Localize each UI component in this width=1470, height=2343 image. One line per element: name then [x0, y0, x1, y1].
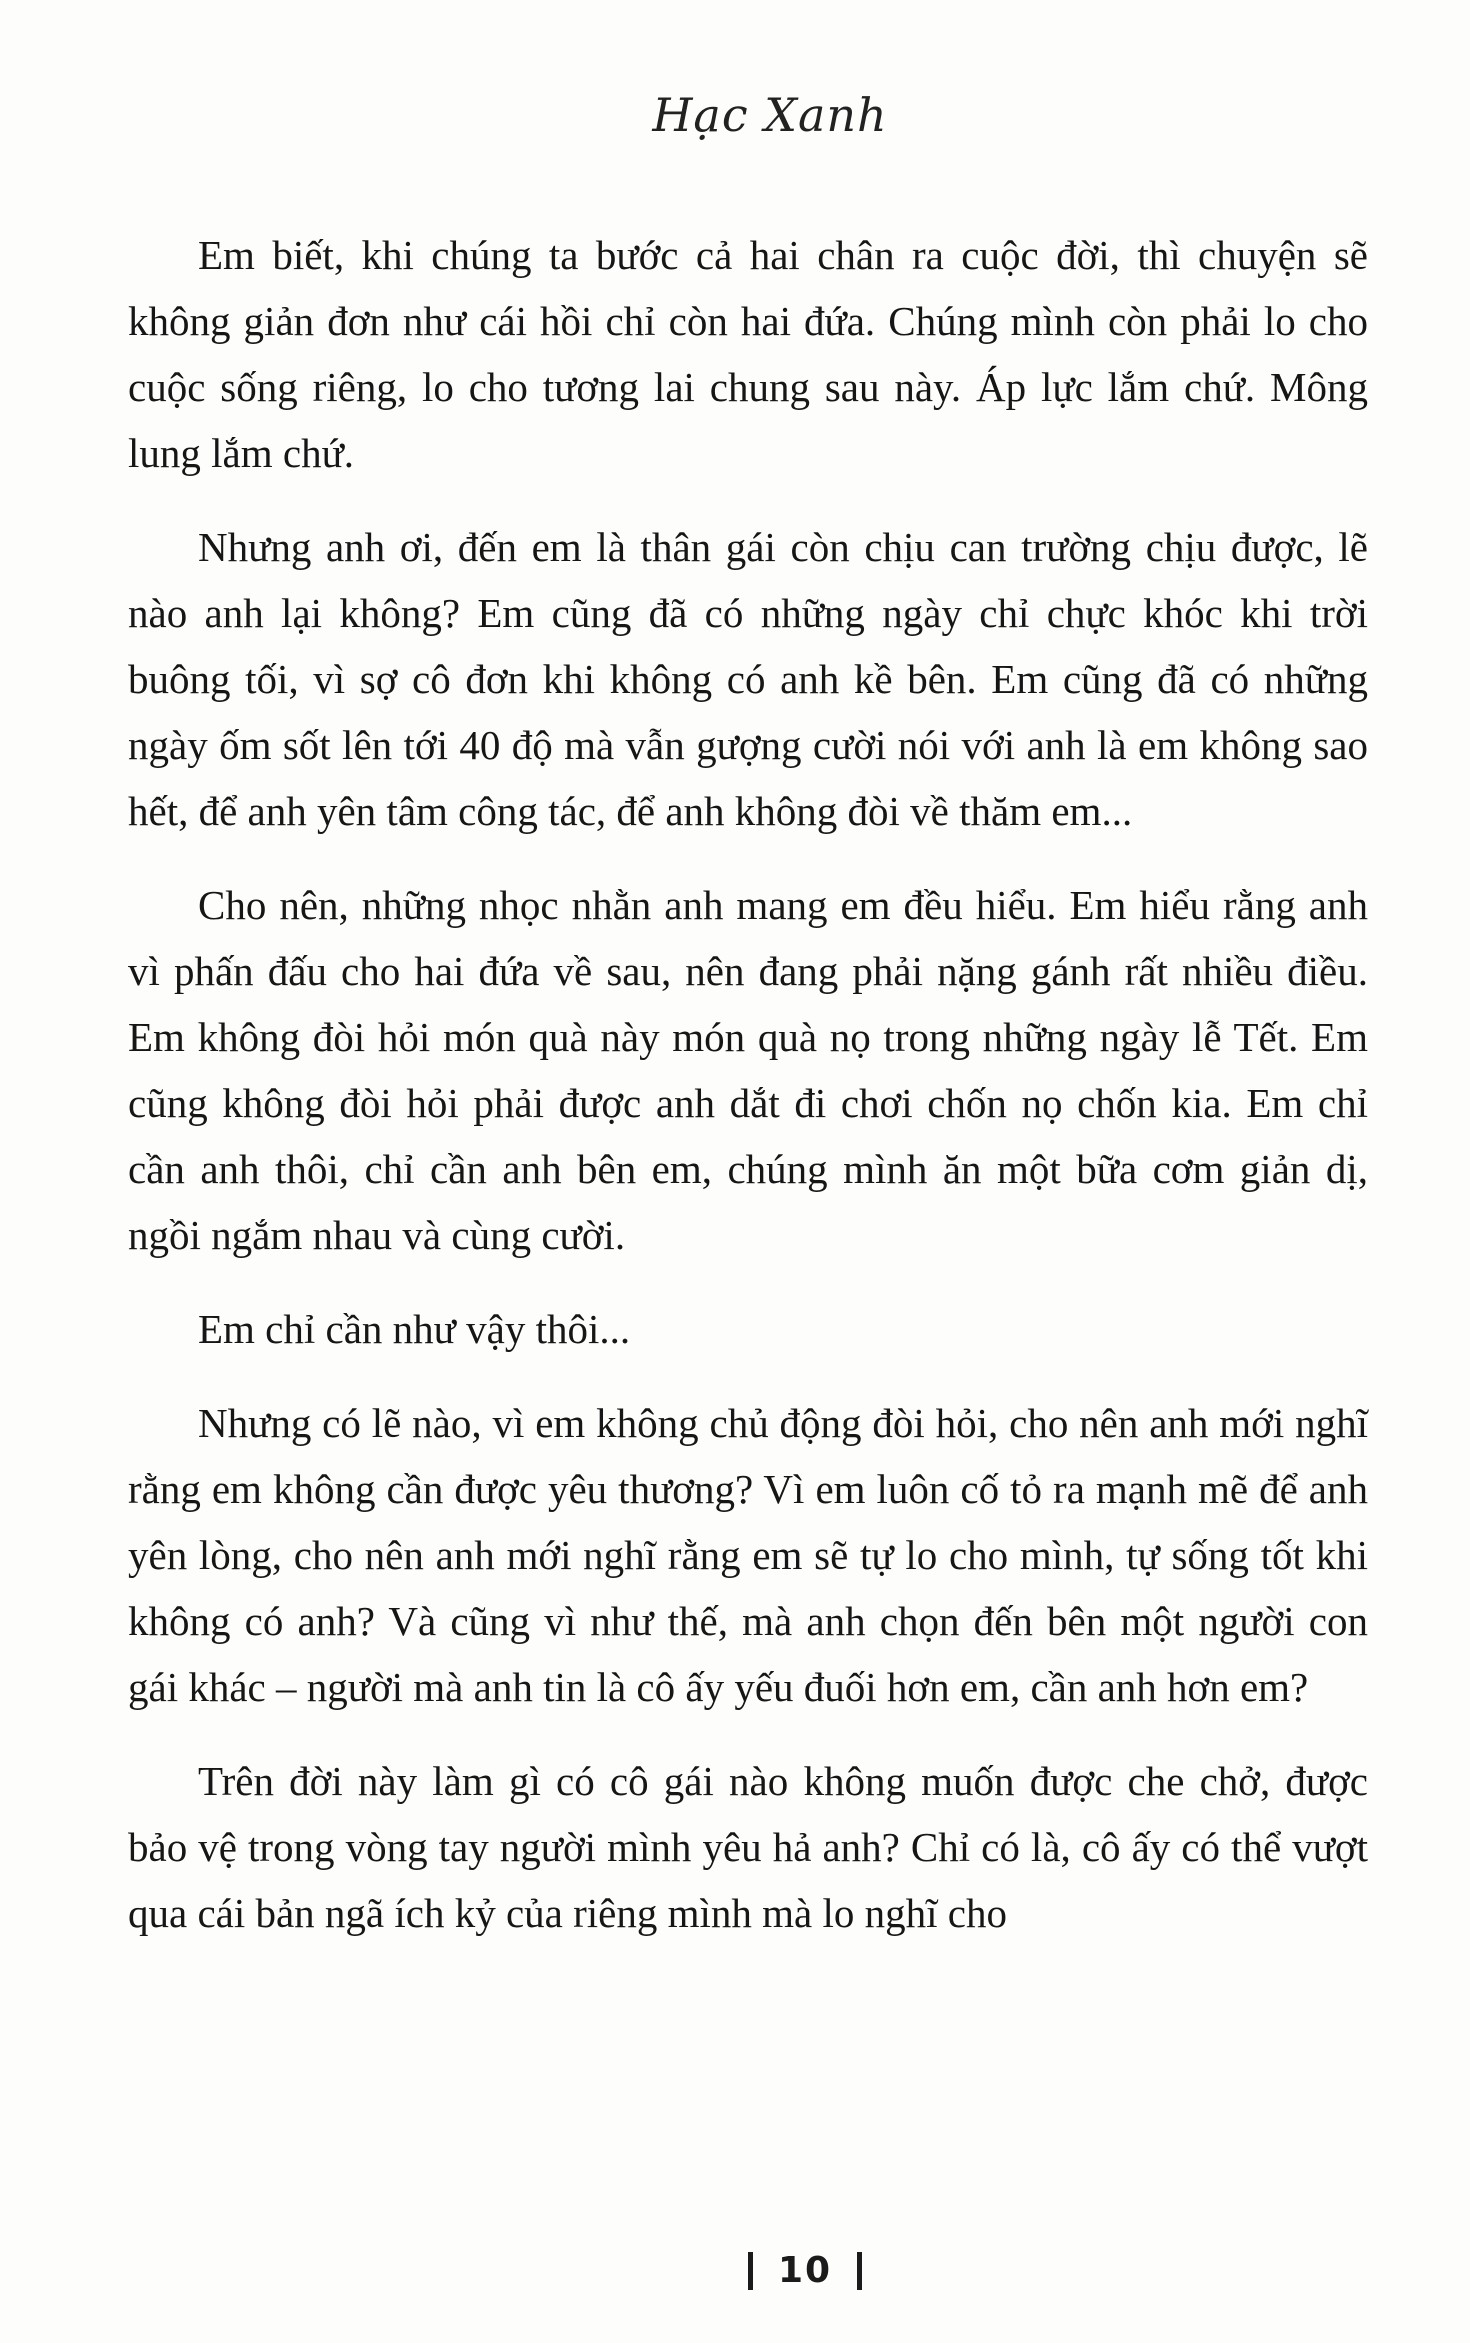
paragraph: Em biết, khi chúng ta bước cả hai chân ra cuộc đời, thì chuyện sẽ không giản đơn như cái hồi chỉ còn hai đứa. Chúng mình còn phải lo cho cuộc sống riêng, lo cho tương lai chung sau này. Áp lực lắm chứ. Mông lung lắm chứ.	[128, 232, 1368, 476]
body-text	[128, 222, 1368, 1974]
paragraph: Em chỉ cần như vậy thôi...	[198, 1306, 631, 1352]
page-footer	[0, 2250, 1470, 2291]
paragraph: Cho nên, những nhọc nhằn anh mang em đều hiểu. Em hiểu rằng anh vì phấn đấu cho hai đứa về sau, nên đang phải nặng gánh rất nhiều điều. Em không đòi hỏi món quà này món quà nọ trong những ngày lễ Tết. Em cũng không đòi hỏi phải được anh dắt đi chơi chốn nọ chốn kia. Em chỉ cần anh thôi, chỉ cần anh bên em, chúng mình ăn một bữa cơm giản dị, ngồi ngắm nhau và cùng cười.	[128, 882, 1368, 1258]
running-header: Hạc Xanh	[652, 88, 888, 142]
page-number-bar-right	[857, 2252, 862, 2290]
paragraph: Trên đời này làm gì có cô gái nào không muốn được che chở, được bảo vệ trong vòng tay người mình yêu hả anh? Chỉ có là, cô ấy có thể vượt qua cái bản ngã ích kỷ của riêng mình mà lo nghĩ cho	[128, 1758, 1368, 1936]
paragraph: Nhưng anh ơi, đến em là thân gái còn chịu can trường chịu được, lẽ nào anh lại không? Em cũng đã có những ngày chỉ chực khóc khi trời buông tối, vì sợ cô đơn khi không có anh kề bên. Em cũng đã có những ngày ốm sốt lên tới 40 độ mà vẫn gượng cười nói với anh là em không sao hết, để anh yên tâm công tác, để anh không đòi về thăm em...	[128, 524, 1368, 834]
paragraph: Nhưng có lẽ nào, vì em không chủ động đòi hỏi, cho nên anh mới nghĩ rằng em không cần được yêu thương? Vì em luôn cố tỏ ra mạnh mẽ để anh yên lòng, cho nên anh mới nghĩ rằng em sẽ tự lo cho mình, tự sống tốt khi không có anh? Và cũng vì như thế, mà anh chọn đến bên một người con gái khác – người mà anh tin là cô ấy yếu đuối hơn em, cần anh hơn em?	[128, 1400, 1368, 1710]
page-number-bar-left	[748, 2252, 753, 2290]
page-number: 10	[777, 2250, 833, 2291]
